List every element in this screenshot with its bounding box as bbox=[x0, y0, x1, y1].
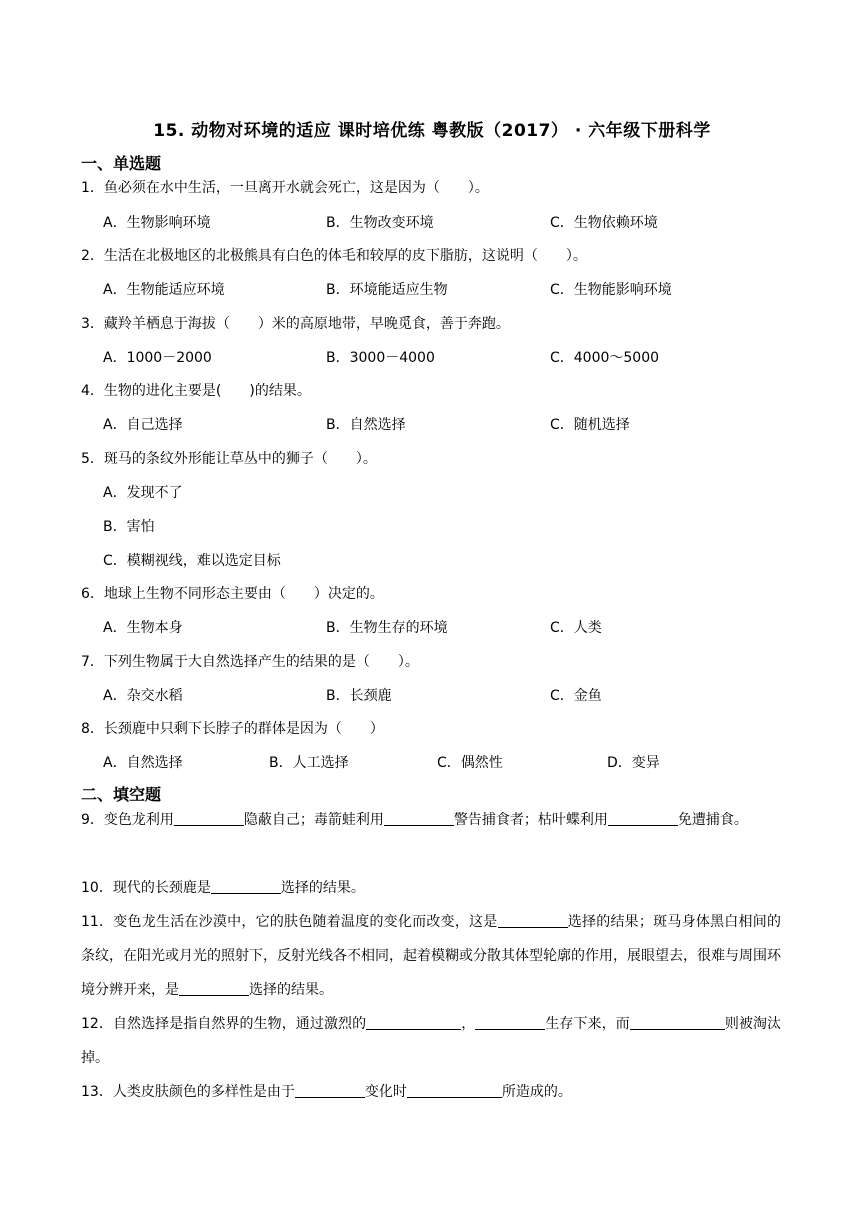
question-1 bbox=[81, 178, 781, 198]
option-a: A．生物影响环境 bbox=[103, 215, 211, 231]
question-text: 选择的结果。 bbox=[249, 982, 333, 998]
question-stem: 藏羚羊栖息于海拔（ ）米的高原地带，早晚觅食，善于奔跑。 bbox=[103, 316, 510, 332]
question-text: 现代的长颈鹿是 bbox=[112, 880, 211, 896]
question-5-option-a-row bbox=[103, 483, 783, 503]
question-2 bbox=[81, 246, 781, 266]
question-text: 人类皮肤颜色的多样性是由于 bbox=[112, 1084, 295, 1100]
question-stem: 长颈鹿中只剩下长脖子的群体是因为（ ） bbox=[103, 721, 384, 737]
question-stem: 下列生物属于大自然选择产生的结果的是（ ）。 bbox=[103, 654, 419, 670]
question-text: 生存下来，而 bbox=[545, 1016, 630, 1032]
section-heading-single-choice: 一、单选题 bbox=[81, 154, 162, 173]
question-2-options bbox=[103, 280, 783, 300]
question-text: 隐蔽自己；毒箭蛙利用 bbox=[243, 812, 384, 828]
question-number: 8． bbox=[81, 721, 104, 737]
option-c: C．人类 bbox=[550, 620, 602, 636]
answer-blank[interactable] bbox=[630, 1013, 725, 1030]
question-7-options bbox=[103, 686, 783, 706]
option-a: A．生物本身 bbox=[103, 620, 183, 636]
question-number: 7． bbox=[81, 654, 104, 670]
question-number: 6． bbox=[81, 586, 104, 602]
question-text: 变色龙利用 bbox=[103, 812, 174, 828]
question-number: 3． bbox=[81, 316, 104, 332]
option-a: A．生物能适应环境 bbox=[103, 282, 225, 298]
question-4 bbox=[81, 381, 781, 401]
question-number: 12． bbox=[81, 1016, 113, 1032]
question-number: 13． bbox=[81, 1084, 113, 1100]
question-8 bbox=[81, 719, 781, 739]
option-c: C．生物能影响环境 bbox=[550, 282, 672, 298]
answer-blank[interactable] bbox=[295, 1081, 365, 1098]
option-c: C．偶然性 bbox=[437, 755, 503, 771]
option-b: B．自然选择 bbox=[326, 417, 406, 433]
question-text: 警告捕食者；枯叶蝶利用 bbox=[453, 812, 608, 828]
option-a: A．发现不了 bbox=[103, 485, 183, 501]
option-b: B．长颈鹿 bbox=[326, 688, 392, 704]
question-text: 变色龙生活在沙漠中，它的肤色随着温度的变化而改变，这是 bbox=[113, 914, 498, 930]
answer-blank[interactable] bbox=[475, 1013, 545, 1030]
question-number: 10． bbox=[81, 880, 113, 896]
question-number: 1． bbox=[81, 180, 104, 196]
question-3 bbox=[81, 314, 781, 334]
question-text: ， bbox=[461, 1016, 476, 1032]
question-text: 所造成的。 bbox=[501, 1084, 572, 1100]
answer-blank[interactable] bbox=[174, 809, 244, 826]
question-text: 选择的结果。 bbox=[280, 880, 365, 896]
section-heading-fill-in: 二、填空题 bbox=[81, 785, 162, 804]
question-3-options bbox=[103, 348, 783, 368]
question-number: 4． bbox=[81, 383, 104, 399]
question-10 bbox=[81, 871, 781, 905]
option-b: B．害怕 bbox=[103, 519, 155, 535]
question-5 bbox=[81, 449, 781, 469]
question-text: 选择的结果；斑马身体黑白相间的条纹，在阳光或月光的照射下，反射光线各不相同，起着模糊或分散其体型轮廓的作用，展眼望去，很难与周围环境分辨开来，是 bbox=[81, 914, 781, 998]
question-13 bbox=[81, 1075, 781, 1109]
question-4-options bbox=[103, 415, 783, 435]
page-title: 15. 动物对环境的适应 课时培优练 粤教版（2017） · 六年级下册科学 bbox=[153, 121, 711, 141]
question-stem: 地球上生物不同形态主要由（ ）决定的。 bbox=[103, 586, 384, 602]
question-stem: 鱼必须在水中生活，一旦离开水就会死亡，这是因为（ ）。 bbox=[103, 180, 489, 196]
question-number: 9． bbox=[81, 812, 104, 828]
question-7 bbox=[81, 652, 781, 672]
question-stem: 生活在北极地区的北极熊具有白色的体毛和较厚的皮下脂肪，这说明（ ）。 bbox=[103, 248, 587, 264]
answer-blank[interactable] bbox=[407, 1081, 502, 1098]
question-number: 2． bbox=[81, 248, 104, 264]
question-number: 5． bbox=[81, 451, 104, 467]
question-9 bbox=[81, 803, 781, 837]
option-c: C．生物依赖环境 bbox=[550, 215, 658, 231]
question-1-options bbox=[103, 213, 783, 233]
question-12 bbox=[81, 1007, 781, 1075]
option-a: A．杂交水稻 bbox=[103, 688, 183, 704]
question-text: 免遭捕食。 bbox=[677, 812, 748, 828]
option-a: A．自然选择 bbox=[103, 755, 183, 771]
option-d: D．变异 bbox=[607, 755, 660, 771]
question-text: 则被淘汰掉。 bbox=[81, 1016, 782, 1066]
option-c: C．4000～5000 bbox=[550, 350, 660, 366]
answer-blank[interactable] bbox=[211, 877, 281, 894]
answer-blank[interactable] bbox=[498, 911, 568, 928]
question-6 bbox=[81, 584, 781, 604]
question-11 bbox=[81, 905, 781, 1007]
option-b: B．环境能适应生物 bbox=[326, 282, 448, 298]
option-c: C．随机选择 bbox=[550, 417, 630, 433]
answer-blank[interactable] bbox=[608, 809, 678, 826]
question-5-option-b-row bbox=[103, 517, 783, 537]
option-a: A．1000－2000 bbox=[103, 350, 212, 366]
question-stem: 生物的进化主要是( )的结果。 bbox=[103, 383, 311, 399]
option-c: C．金鱼 bbox=[550, 688, 602, 704]
answer-blank[interactable] bbox=[179, 979, 249, 996]
option-c: C．模糊视线，难以选定目标 bbox=[103, 553, 281, 569]
option-b: B．生物生存的环境 bbox=[326, 620, 448, 636]
question-5-option-c-row bbox=[103, 551, 783, 571]
option-a: A．自己选择 bbox=[103, 417, 183, 433]
question-stem: 斑马的条纹外形能让草丛中的狮子（ ）。 bbox=[103, 451, 377, 467]
question-number: 11． bbox=[81, 914, 114, 930]
option-b: B．3000－4000 bbox=[326, 350, 435, 366]
answer-blank[interactable] bbox=[366, 1013, 461, 1030]
question-text: 自然选择是指自然界的生物，通过激烈的 bbox=[112, 1016, 367, 1032]
option-b: B．人工选择 bbox=[269, 755, 349, 771]
answer-blank[interactable] bbox=[384, 809, 454, 826]
question-8-options bbox=[103, 753, 783, 773]
question-6-options bbox=[103, 618, 783, 638]
option-b: B．生物改变环境 bbox=[326, 215, 434, 231]
question-text: 变化时 bbox=[364, 1084, 407, 1100]
